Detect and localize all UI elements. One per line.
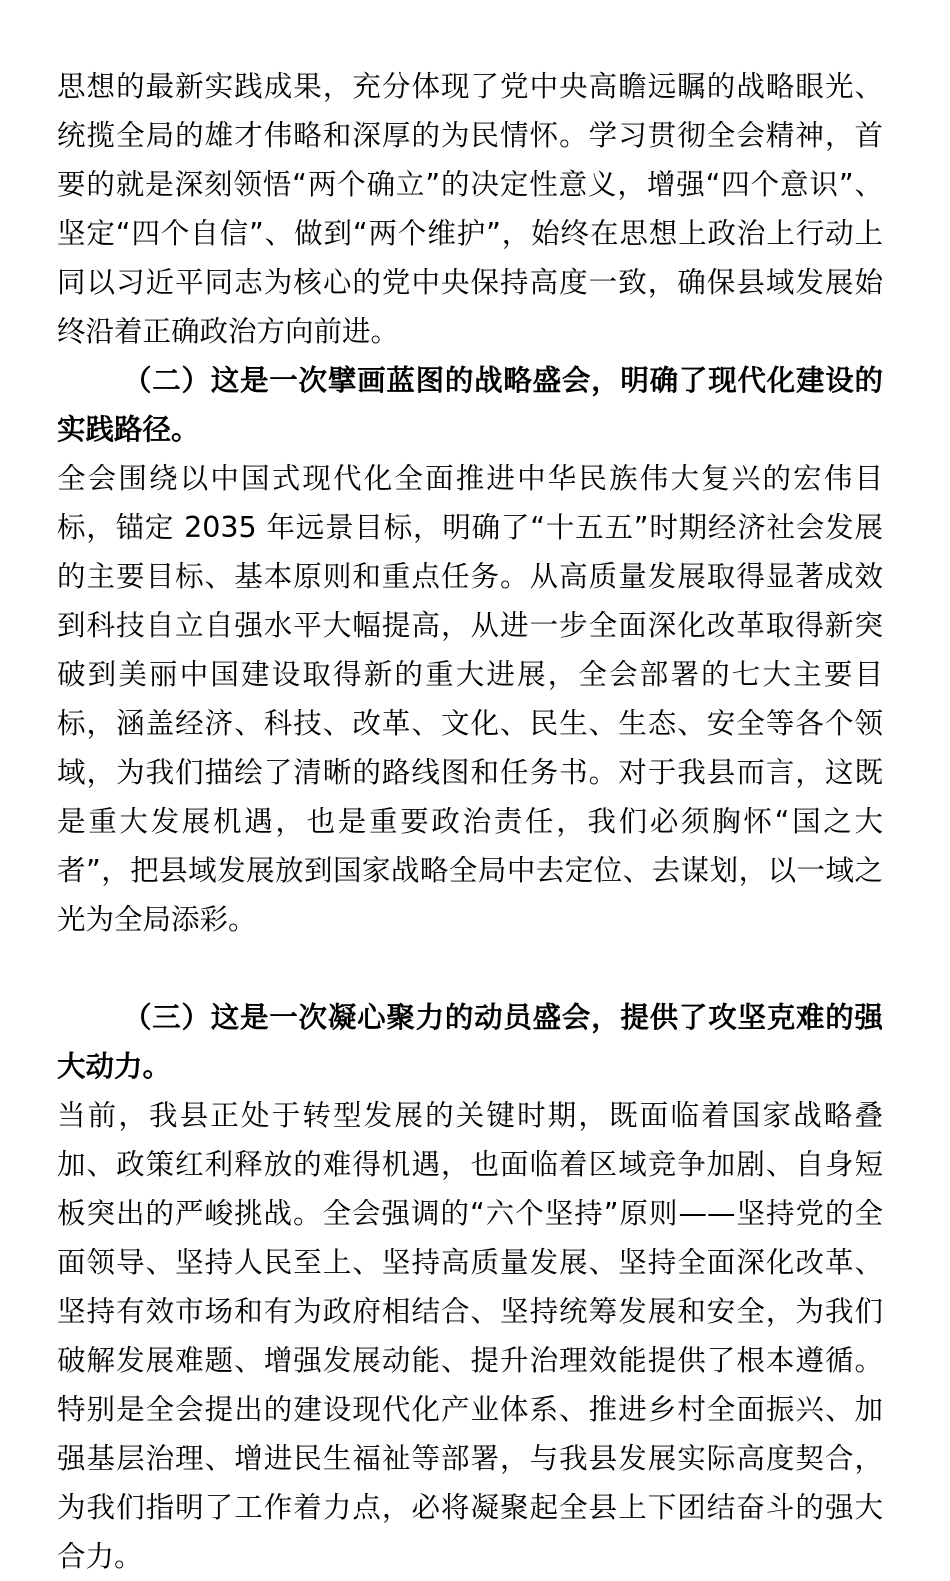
paragraph-section-two: 全会围绕以中国式现代化全面推进中华民族伟大复兴的宏伟目标，锚定 2035 年远景目标，明确了“十五五”时期经济社会发展的主要目标、基本原则和重点任务。从高质量发展取得显著成效到科技自立自强水平大幅提高，从进一步全面深化改革取得新突破到美丽中国建设取得新的重大进展，全会部署的七大主要目标，涵盖经济、科技、改革、文化、民生、生态、安全等各个领域，为我们描绘了清晰的路线图和任务书。对于我县而言，这既是重大发展机遇，也是重要政治责任，我们必须胸怀“国之大者”，把县域发展放到国家战略全局中去定位、去谋划，以一域之光为全局添彩。 xyxy=(57,462,883,936)
section-heading-two: （二）这是一次擘画蓝图的战略盛会，明确了现代化建设的实践路径。 xyxy=(57,364,883,446)
section-heading-three: （三）这是一次凝心聚力的动员盛会，提供了攻坚克难的强大动力。 xyxy=(57,1001,883,1083)
document-body xyxy=(57,62,883,1581)
paragraph-spacer xyxy=(57,944,883,993)
paragraph-continued-intro: 思想的最新实践成果，充分体现了党中央高瞻远瞩的战略眼光、统揽全局的雄才伟略和深厚的为民情怀。学习贯彻全会精神，首要的就是深刻领悟“两个确立”的决定性意义，增强“四个意识”、坚定“四个自信”、做到“两个维护”，始终在思想上政治上行动上同以习近平同志为核心的党中央保持高度一致，确保县域发展始终沿着正确政治方向前进。 xyxy=(57,70,883,348)
paragraph-section-three: 当前，我县正处于转型发展的关键时期，既面临着国家战略叠加、政策红利释放的难得机遇，也面临着区域竞争加剧、自身短板突出的严峻挑战。全会强调的“六个坚持”原则——坚持党的全面领导、坚持人民至上、坚持高质量发展、坚持全面深化改革、坚持有效市场和有为政府相结合、坚持统筹发展和安全，为我们破解发展难题、增强发展动能、提升治理效能提供了根本遵循。特别是全会提出的建设现代化产业体系、推进乡村全面振兴、加强基层治理、增进民生福祉等部署，与我县发展实际高度契合，为我们指明了工作着力点，必将凝聚起全县上下团结奋斗的强大合力。 xyxy=(57,1099,883,1573)
